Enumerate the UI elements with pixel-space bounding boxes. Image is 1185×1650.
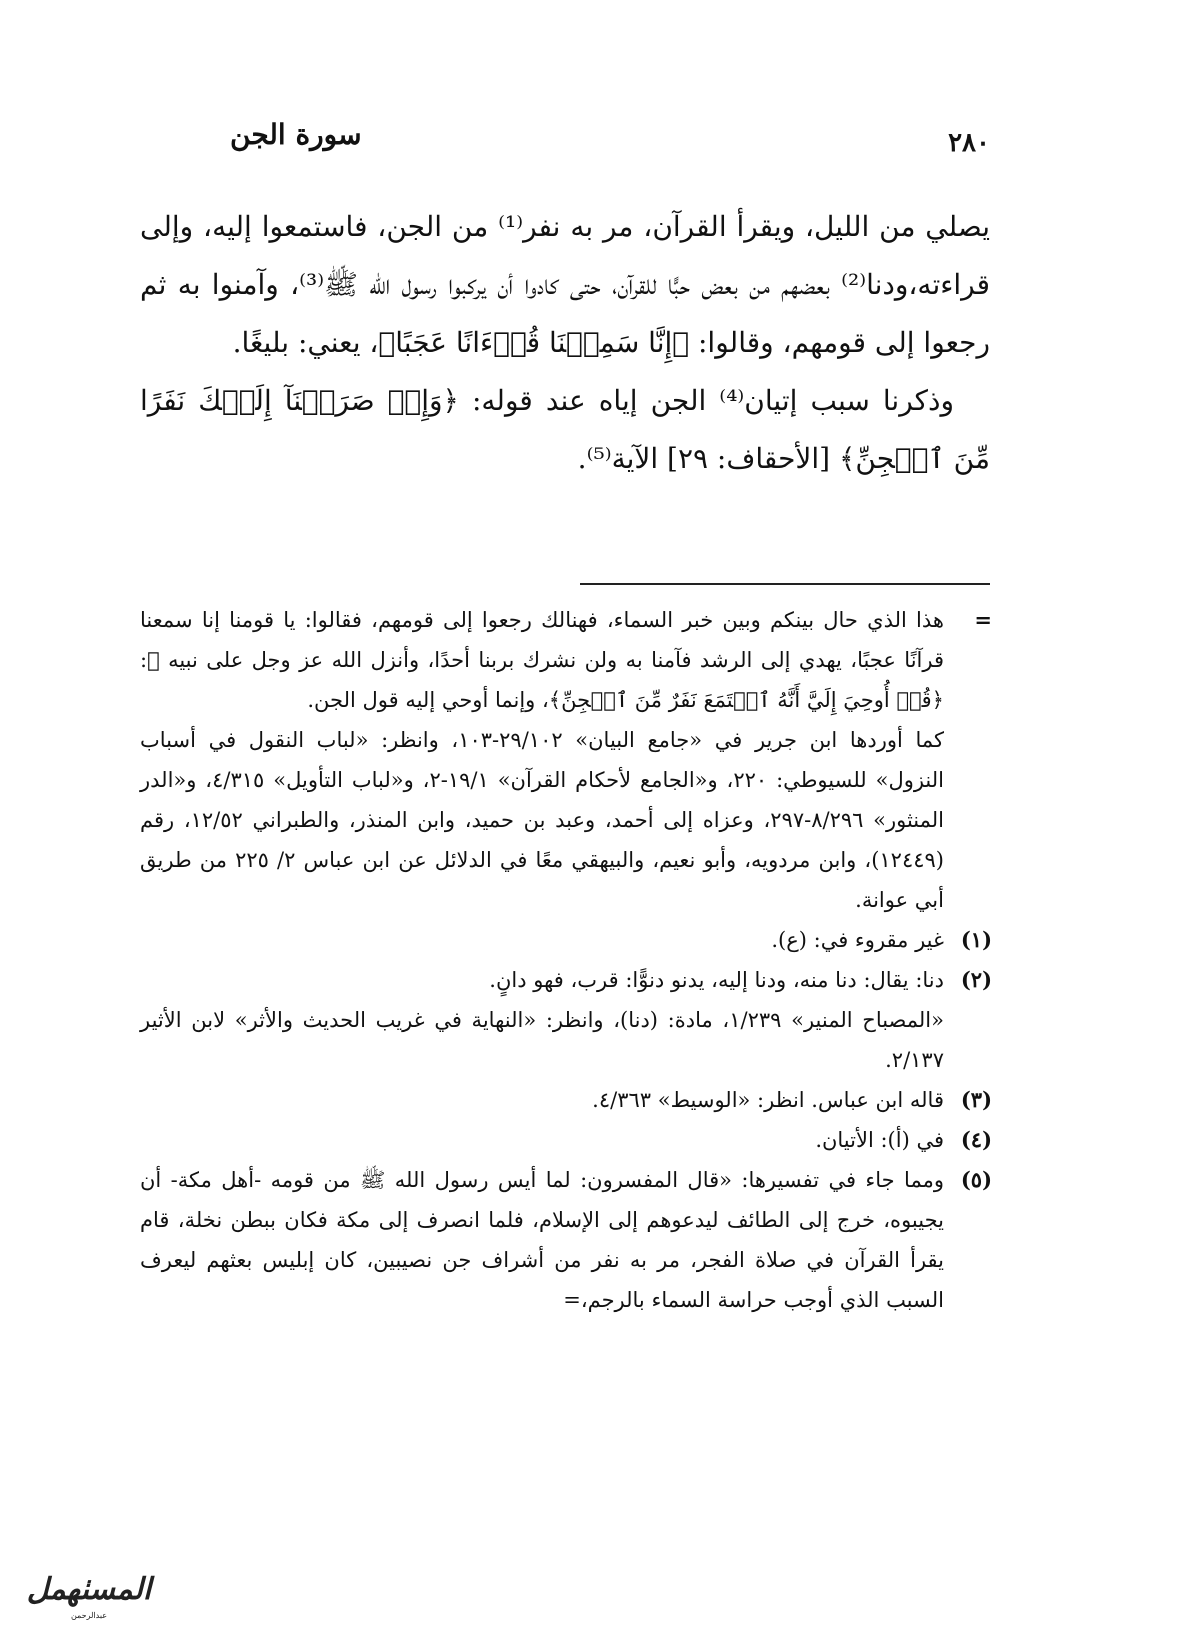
watermark-subtext: عبدالرحمن [70,1611,108,1620]
footnote-body [140,1080,944,1120]
footnote-body [140,960,944,1080]
main-text [140,198,990,488]
footnote-body [140,1160,944,1320]
footnote-paragraph: كما أوردها ابن جرير في «جامع البيان» ٢٩/١٠٢-١٠٣، وانظر: «لباب النقول في أسباب النزول» للسيوطي: ٢٢٠، و«الجامع لأحكام القرآن» ١٩/١-٢، و«لباب التأويل» ٤/٣١٥، و«الدر المنثور» ٨/٢٩٦-٢٩٧، وعزاه إلى أحمد، وعبد بن حميد، وابن المنذر، والطبراني ١٢/٥٢، رقم (١٢٤٤٩)، وابن مردويه، وأبو نعيم، والبيهقي معًا في الدلائل عن ابن عباس ٢/ ٢٢٥ من طريق أبي عوانة. [140,728,945,912]
footnote-paragraph: ومما جاء في تفسيرها: «قال المفسرون: لما أيس رسول الله ﷺ من قومه -أهل مكة- أن يجيبوه، خرج إلى الطائف ليدعوهم إلى الإسلام، فلما انصرف إلى مكة فكان ببطن نخلة، قام يقرأ القرآن في صلاة الفجر، مر به نفر من أشراف جن نصيبين، كان إبليس بعثهم ليعرف السبب الذي أوجب حراسة السماء بالرجم،= [140,1168,944,1312]
footnote-separator [580,583,990,585]
page-number: ٢٨٠ [948,128,990,158]
footnote-marker: (٣) [960,1087,992,1112]
footnote-marker: (١) [960,927,992,952]
footnote-paragraph: غير مقروء في: (ع). [771,928,944,952]
footnote-1 [140,920,992,960]
footnote-paragraph: قاله ابن عباس. انظر: «الوسيط» ٤/٣٦٣. [592,1088,944,1112]
footnote-body [140,600,944,920]
footnote-4 [140,1120,992,1160]
footnote-continuation [140,600,992,920]
footnote-marker: (٥) [960,1167,992,1192]
footnote-paragraph: دنا: يقال: دنا منه، ودنا إليه، يدنو دنوًّا: قرب، فهو دانٍ. [489,968,944,992]
footnote-marker: (٢) [960,967,992,992]
footnote-2 [140,960,992,1080]
surah-title: سورة الجن [230,118,362,151]
footnote-paragraph: «المصباح المنير» ١/٢٣٩، مادة: (دنا)، وانظر: «النهاية في غريب الحديث والأثر» لابن الأثير ٢/١٣٧. [140,1008,944,1072]
footnote-body [140,920,944,960]
watermark-text: المسٺهمل [26,1572,152,1607]
footnote-body [140,1120,944,1160]
footnote-3 [140,1080,992,1120]
footnote-5 [140,1160,992,1320]
footnote-marker: = [974,607,992,632]
footnote-paragraph: في (أ): الأتيان. [815,1128,944,1152]
main-paragraph: وذكرنا سبب إتيان⁽⁴⁾ الجن إياه عند قوله: ﴿وَإِذۡ صَرَفۡنَآ إِلَيۡكَ نَفَرًا مِّنَ ٱلۡجِنِّ﴾ [الأحقاف: ٢٩] الآية⁽⁵⁾. [140,384,990,475]
main-paragraph: يصلي من الليل، ويقرأ القرآن، مر به نفر⁽¹⁾ من الجن، فاستمعوا إليه، وإلى قراءته،ودنا⁽²⁾ بعضهم من بعض حبًّا للقرآن، حتى كادوا أن يركبوا رسول الله ﷺ⁽³⁾، وآمنوا به ثم رجعوا إلى قومهم، وقالوا: ﴿إِنَّا سَمِعۡنَا قُرۡءَانًا عَجَبًا﴾، يعني: بليغًا. [140,210,991,359]
footnotes [140,600,992,1320]
watermark-logo [14,1570,164,1634]
footnote-marker: (٤) [960,1127,992,1152]
footnote-paragraph: هذا الذي حال بينكم وبين خبر السماء، فهنالك رجعوا إلى قومهم، فقالوا: يا قومنا إنا سمعنا قرآنًا عجبًا، يهدي إلى الرشد فآمنا به ولن نشرك بربنا أحدًا، وأنزل الله عز وجل على نبيه ﷺ: ﴿قُلۡ أُوحِيَ إِلَيَّ أَنَّهُ ٱسۡتَمَعَ نَفَرٌ مِّنَ ٱلۡجِنِّ﴾، وإنما أوحي إليه قول الجن. [140,608,944,712]
page-header [150,118,990,162]
